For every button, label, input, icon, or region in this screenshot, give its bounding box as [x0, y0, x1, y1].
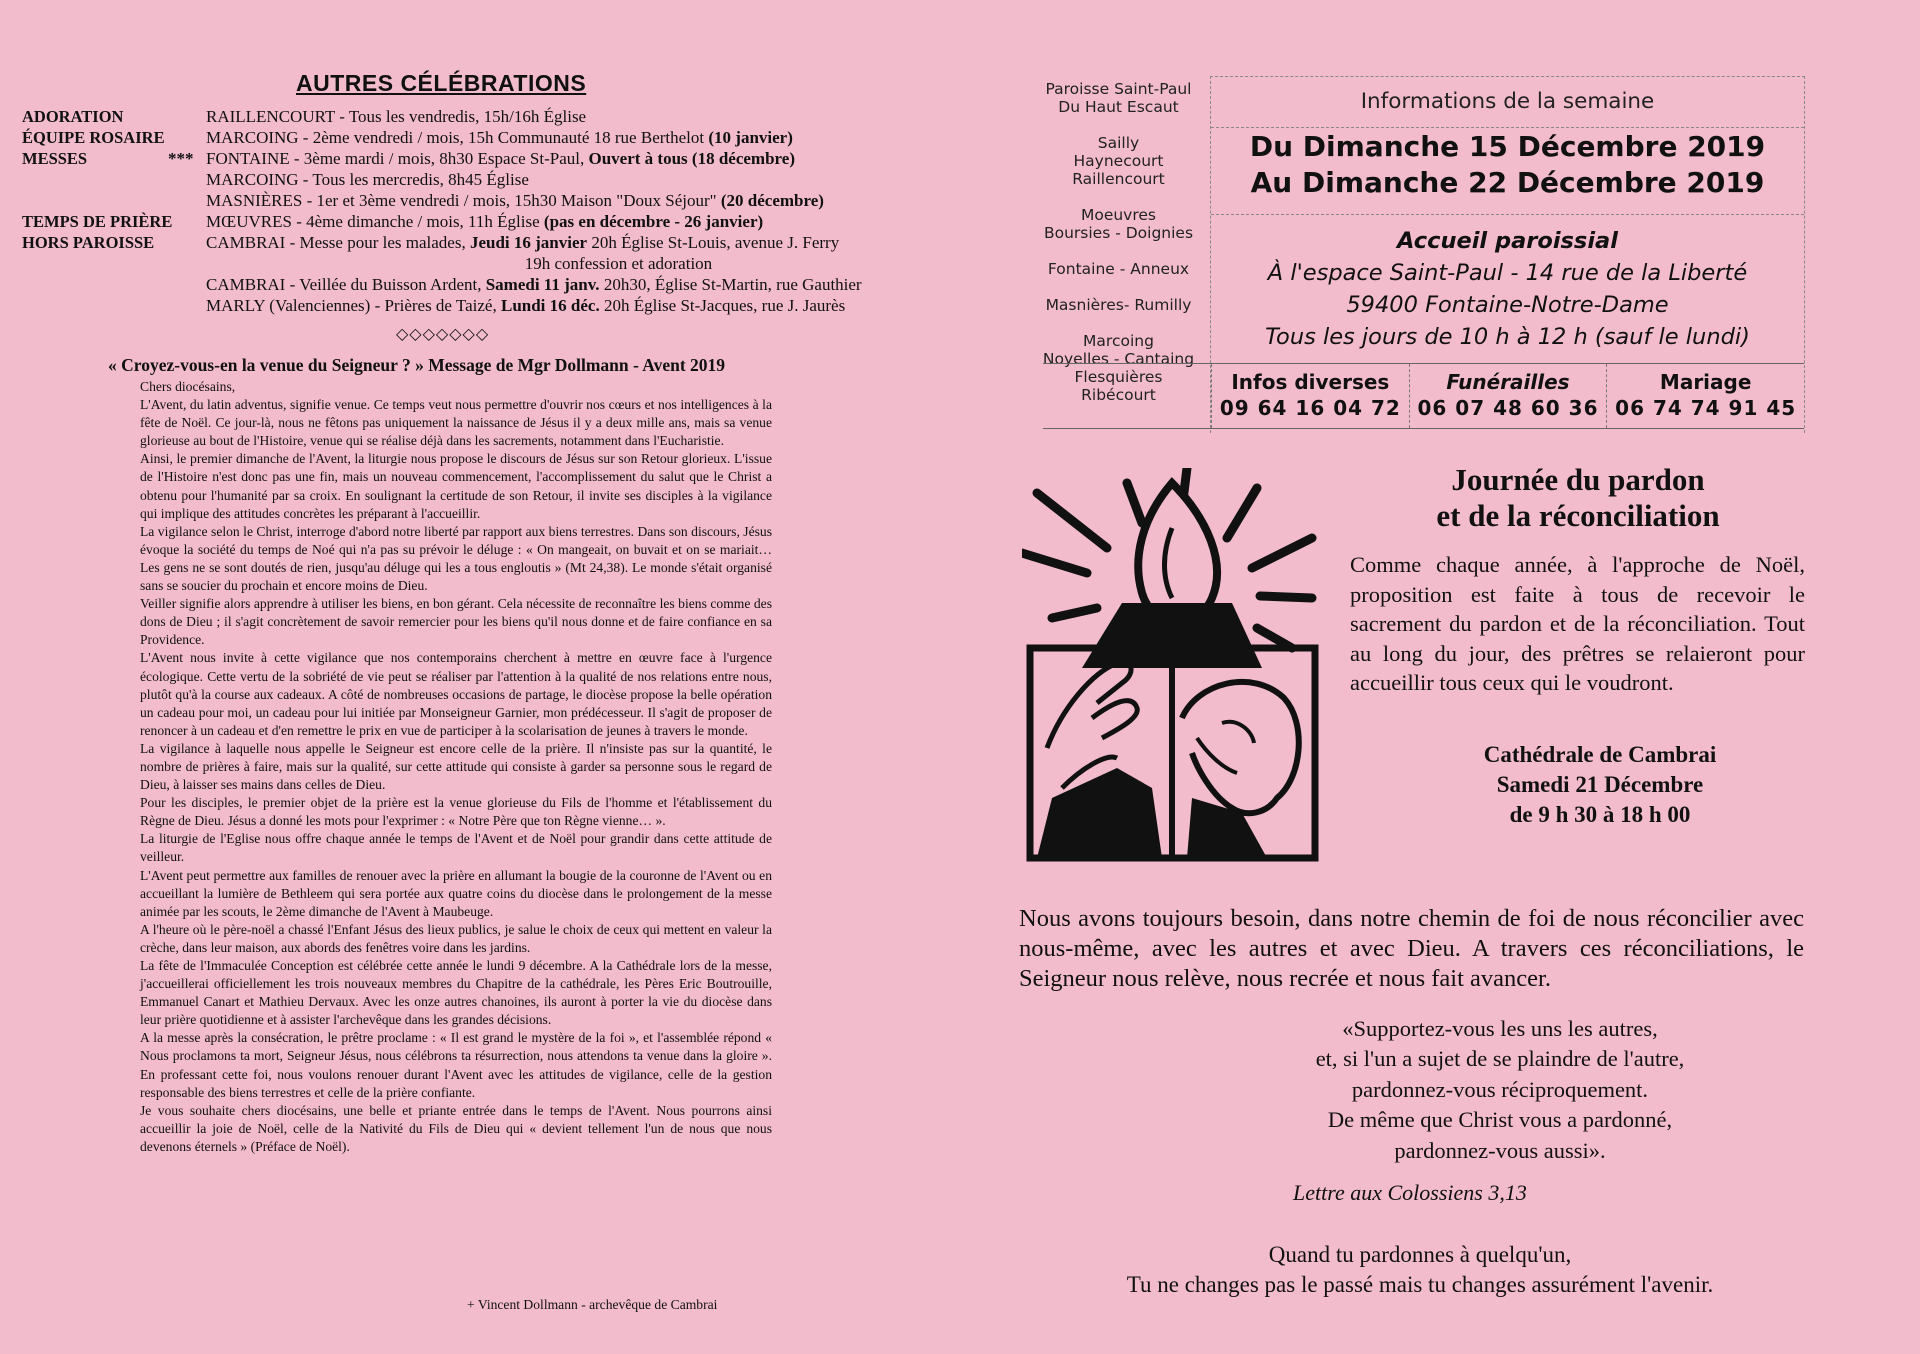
message-paragraph: Chers diocésains, — [140, 379, 236, 394]
message-paragraph: L'Avent peut permettre aux familles de renouer avec la prière en allumant la bougie de la couronne de l'Avent ou en accueillant la lumière de Bethleem qui sera portée aux quatre coins du diocèse dans le prolongement de la messe animée par les scouts, le 2ème dimanche de l'Avent à Maubeuge. — [140, 867, 772, 919]
celebration-text: CAMBRAI - Veillée du Buisson Ardent, Samedi 11 janv. 20h30, Église St-Martin, rue Gauthier — [206, 275, 862, 294]
quote-line: pardonnez-vous aussi». — [1394, 1137, 1606, 1163]
accueil-section — [1211, 214, 1804, 353]
celebration-category: MESSES — [22, 149, 88, 168]
parish-group — [1016, 206, 1221, 242]
message-paragraph: Veiller signifie alors apprendre à utiliser les biens, en bon gérant. Cela nécessite de reconnaître les biens comme des dons de Dieu ; il s'agit concrètement de savoir remercier pour les biens qu'il nous donne et de faire confiance en sa Providence. — [140, 596, 772, 648]
info-header: Informations de la semaine — [1211, 77, 1804, 128]
parish-group — [1016, 134, 1221, 188]
parish-name: Noyelles - Cantaing — [1042, 350, 1195, 368]
pardon-title — [1378, 462, 1778, 534]
parish-group — [1016, 80, 1221, 116]
celebration-text: MARLY (Valenciennes) - Prières de Taizé, Lundi 16 déc. 20h Église St-Jacques, rue J. Jaurès — [206, 296, 846, 315]
message-paragraph: Pour les disciples, le premier objet de la prière est la venue glorieuse du Fils de l'homme et l'établissement du Règne de Dieu. Jésus a donné les mots pour l'exprimer : « Notre Père que ton Règne vienne… ». — [140, 795, 772, 829]
message-paragraph: A la messe après la consécration, le prêtre proclame : « Il est grand le mystère de la foi », et l'assemblée répond « Nous proclamons ta mort, Seigneur Jésus, nous célébrons ta résurrection, nous attendons ta venue dans la gloire ». En professant cette foi, nous voulons renouer durant l'Avent avec les attitudes de vigilance, celle de la gestion responsable des biens terrestres et celle de la prière confiante. — [140, 1030, 772, 1100]
message-paragraph: L'Avent, du latin adventus, signifie venue. Ce temps veut nous permettre d'ouvrir nos cœurs et nos intelligences à la fête de Noël. Ce jour-là, nous ne fêtons pas uniquement la naissance de Jésus il y a deux mille ans, mais sa venue glorieuse au bout de l'Histoire, venue qui se réalise déjà dans les sacrements, notamment dans l'Eucharistie. — [140, 397, 772, 449]
celebration-text: MŒUVRES - 4ème dimanche / mois, 11h Église (pas en décembre - 26 janvier) — [206, 212, 764, 231]
parish-name: Haynecourt — [1073, 152, 1164, 170]
accueil-title: Accueil paroissial — [1397, 228, 1618, 254]
parish-name: Sailly — [1097, 134, 1140, 152]
week-dates — [1211, 129, 1804, 201]
closing-quote — [1040, 1240, 1800, 1300]
pardon-date: Samedi 21 Décembre — [1496, 772, 1704, 797]
quote-line: pardonnez-vous réciproquement. — [1351, 1076, 1649, 1102]
parish-name: Du Haut Escaut — [1058, 98, 1179, 116]
celebration-text: FONTAINE - 3ème mardi / mois, 8h30 Espace St-Paul, Ouvert à tous (18 décembre) — [206, 149, 795, 168]
parish-name: Flesquières — [1074, 368, 1163, 386]
celebration-text: MASNIÈRES - 1er et 3ème vendredi / mois, 15h30 Maison "Doux Séjour" (20 décembre) — [206, 191, 824, 210]
message-paragraph: A l'heure où le père-noël a chassé l'Enfant Jésus des lieux publics, je salue le choix de ceux qui mettent en valeur la crèche, dans leur maison, aux abords des fenêtres voire dans les jardins. — [140, 921, 772, 955]
celebration-row — [22, 169, 922, 190]
message-signature: + Vincent Dollmann - archevêque de Cambrai — [467, 1297, 718, 1312]
closing-line: Quand tu pardonnes à quelqu'un, — [1268, 1242, 1572, 1267]
message-paragraph: La fête de l'Immaculée Conception est célébrée cette année le lundi 9 décembre. A la Cathédrale lors de la messe, j'accueillerai officiellement les trois nouveaux membres du Chapitre de la cathédrale, les Pères Eric Boutrouille, Emmanuel Canart et Mathieu Dervaux. Avec les onze autres chanoines, ils auront à porter la vie du diocèse dans leur prière quotidienne et à assister l'archevêque dans les grandes décisions. — [140, 958, 772, 1028]
message-title: « Croyez-vous-en la venue du Seigneur ? » Message de Mgr Dollmann - Avent 2019 — [108, 355, 726, 375]
quote-reference: Lettre aux Colossiens 3,13 — [1293, 1180, 1527, 1205]
accueil-city: 59400 Fontaine-Notre-Dame — [1346, 292, 1669, 318]
message-paragraph: Je vous souhaite chers diocésains, une belle et priante entrée dans le temps de l'Avent. Nous pourrons ainsi accueillir la joie de Noël, celle de la Nativité du Fils de Dieu qui « devient tellement l'un de nous que nous devenons éternels » (Préface de Noël). — [140, 1102, 772, 1154]
section-title: AUTRES CÉLÉBRATIONS — [296, 70, 587, 96]
contact-row — [1043, 363, 1804, 429]
parish-name: Marcoing — [1083, 332, 1154, 350]
message-paragraph: La vigilance selon le Christ, interroge d'abord notre liberté par rapport aux biens terrestres. Dans son discours, Jésus évoque la société du temps de Noé qui n'a pas su prévoir le déluge : « On mangeait, on buvait et on se mariait… Les gens ne se sont doutés de rien, jusqu'au déluge qui les a tous engloutis » (Mt 24,38). Le monde s'était organisé sans se soucier du prochain et encore moins de Dieu. — [140, 523, 772, 594]
parish-name: Boursies - Doignies — [1043, 224, 1194, 242]
pardon-title-line: et de la réconciliation — [1436, 498, 1720, 533]
celebration-row — [22, 127, 922, 148]
pardon-title-line: Journée du pardon — [1451, 462, 1705, 497]
pardon-location — [1400, 740, 1800, 830]
celebration-row — [22, 274, 922, 295]
celebration-category: ÉQUIPE ROSAIRE — [22, 128, 165, 147]
parish-name: Raillencourt — [1072, 170, 1165, 188]
scripture-quote — [1100, 1014, 1900, 1166]
celebration-row — [22, 295, 922, 316]
contact-label: Funérailles — [1446, 370, 1570, 394]
contact-label: Infos diverses — [1231, 370, 1390, 394]
celebration-category: TEMPS DE PRIÈRE — [22, 212, 173, 231]
closing-line: Tu ne changes pas le passé mais tu changes assurément l'avenir. — [1126, 1272, 1714, 1297]
accueil-address: À l'espace Saint-Paul - 14 rue de la Liberté — [1267, 260, 1748, 286]
contact-label: Mariage — [1659, 370, 1752, 394]
contact-mariage — [1606, 364, 1804, 428]
parish-name: Ribécourt — [1081, 386, 1156, 404]
celebration-row — [22, 106, 922, 127]
quote-line: «Supportez-vous les uns les autres, — [1342, 1016, 1658, 1041]
celebration-category: HORS PAROISSE — [22, 233, 155, 252]
celebration-row — [22, 211, 922, 232]
pardon-description: Comme chaque année, à l'approche de Noël, proposition est faite à tous de recevoir le sacrement du pardon et de la réconciliation. Tout au long du jour, des prêtres se relaieront pour accueillir tous ceux qui le voudront. — [1350, 552, 1805, 696]
info-box — [1210, 76, 1805, 433]
quote-line: De même que Christ vous a pardonné, — [1327, 1107, 1673, 1133]
celebration-stars: *** — [168, 149, 194, 168]
celebrations-table — [22, 106, 922, 316]
parish-name: Fontaine - Anneux — [1047, 260, 1190, 278]
celebration-category: ADORATION — [22, 107, 124, 126]
date-from: Du Dimanche 15 Décembre 2019 — [1249, 130, 1766, 163]
parish-group — [1016, 260, 1221, 278]
celebration-text: RAILLENCOURT - Tous les vendredis, 15h/16h Église — [206, 107, 587, 126]
decorative-divider: ◇◇◇◇◇◇◇ — [396, 326, 490, 343]
parish-group — [1016, 296, 1221, 314]
accueil-hours: Tous les jours de 10 h à 12 h (sauf le lundi) — [1265, 324, 1750, 350]
contact-infos — [1211, 364, 1409, 428]
celebration-row — [22, 190, 922, 211]
parish-name: Masnières- Rumilly — [1045, 296, 1192, 314]
celebration-text: MARCOING - 2ème vendredi / mois, 15h Communauté 18 rue Berthelot (10 janvier) — [206, 128, 793, 147]
celebration-text: MARCOING - Tous les mercredis, 8h45 Église — [206, 170, 529, 189]
celebration-text: CAMBRAI - Messe pour les malades, Jeudi 16 janvier 20h Église St-Louis, avenue J. Ferry — [206, 233, 840, 252]
parish-name: Paroisse Saint-Paul — [1045, 80, 1192, 98]
contact-funerailles — [1409, 364, 1607, 428]
parish-name: Moeuvres — [1080, 206, 1157, 224]
candle-confession-illustration — [1022, 468, 1322, 863]
celebration-row — [22, 232, 922, 253]
quote-line: et, si l'un a sujet de se plaindre de l'autre, — [1315, 1046, 1685, 1072]
celebration-row — [22, 148, 922, 169]
pardon-hours: de 9 h 30 à 18 h 00 — [1509, 802, 1691, 827]
date-to: Au Dimanche 22 Décembre 2019 — [1250, 166, 1765, 199]
contact-number: 09 64 16 04 72 — [1219, 396, 1401, 420]
celebration-row — [22, 253, 922, 274]
message-paragraph: L'Avent nous invite à cette vigilance que nos contemporains cherchent à mettre en œuvre face à l'urgence écologique. Cette vertu de la sobriété de vie peut se réaliser par l'attention à la qualité de nos relations entre nous, plutôt qu'à la course aux cadeaux. A côté de nombreuses occasions de partage, le diocèse propose la belle opération un cadeau pour moi, un cadeau pour lui initiée par Monseigneur Garnier, mon prédécesseur. Il s'agit de proposer de renoncer à un cadeau et d'en remettre le prix en vue de participer à la scolarisation de jeunes à travers le monde. — [140, 650, 772, 738]
message-body — [140, 378, 772, 1156]
celebration-text: 19h confession et adoration — [206, 254, 713, 273]
message-paragraph: Ainsi, le premier dimanche de l'Avent, la liturgie nous propose le discours de Jésus sur son Retour glorieux. L'issue de l'Histoire n'est donc pas une fin, mais un nouveau commencement, l'accomplissement du salut que le Christ a obtenu pour l'humanité par sa croix. En soulignant la certitude de son Retour, il invite ses disciples à la vigilance qui implique des attitudes concrètes les préparant à l'accueillir. — [140, 451, 772, 521]
message-paragraph: La vigilance à laquelle nous appelle le Seigneur est encore celle de la prière. Il n'insiste pas sur la quantité, le nombre de prières à faire, mais sur la qualité, sur cette attitude qui consiste à garder sa personne sous le regard de Dieu, à laisser ses mains dans celles de Dieu. — [140, 740, 772, 793]
contact-number: 06 07 48 60 36 — [1417, 396, 1599, 420]
reconciliation-paragraph: Nous avons toujours besoin, dans notre chemin de foi de nous réconcilier avec nous-même, avec les autres et avec Dieu. A travers ces réconciliations, le Seigneur nous relève, nous recrée et nous fait avancer. — [1019, 905, 1804, 992]
message-paragraph: La liturgie de l'Eglise nous offre chaque année le temps de l'Avent et de Noël pour grandir dans cette attitude de veilleur. — [140, 831, 772, 865]
pardon-place: Cathédrale de Cambrai — [1483, 742, 1717, 767]
contact-number: 06 74 74 91 45 — [1615, 396, 1797, 420]
